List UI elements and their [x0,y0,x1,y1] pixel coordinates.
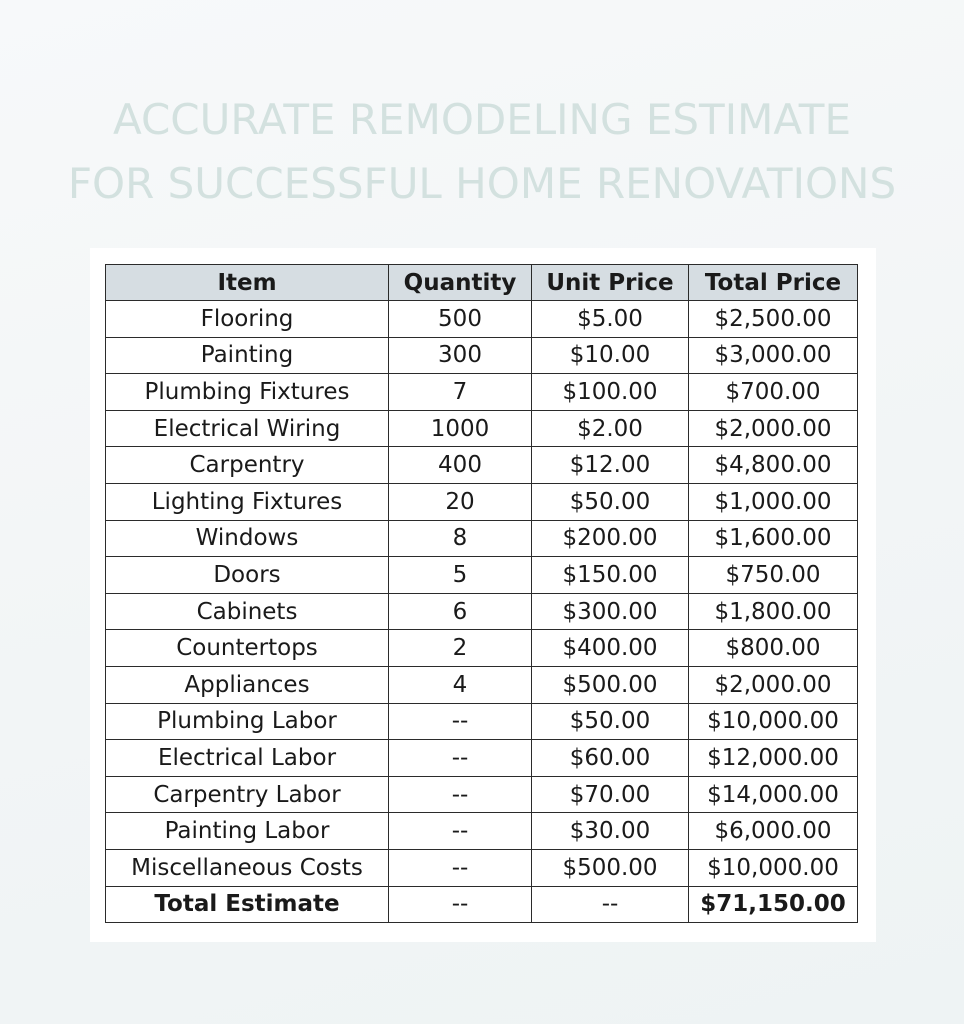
cell-item: Plumbing Labor [106,703,389,740]
table-row [106,666,858,703]
cell-quantity: -- [389,740,532,777]
table-row [106,849,858,886]
header-unit-price: Unit Price [532,265,689,301]
cell-unit-price: $12.00 [532,447,689,484]
cell-quantity: 6 [389,593,532,630]
cell-total-price: $800.00 [689,630,858,667]
cell-total-price: $1,800.00 [689,593,858,630]
table-row [106,557,858,594]
table-row [106,630,858,667]
cell-unit-price: $300.00 [532,593,689,630]
cell-item: Carpentry [106,447,389,484]
cell-total-price: $2,000.00 [689,410,858,447]
cell-item: Painting [106,337,389,374]
cell-item: Windows [106,520,389,557]
header-total-price: Total Price [689,265,858,301]
cell-unit-price: $50.00 [532,483,689,520]
cell-item: Flooring [106,301,389,338]
cell-unit-price: $100.00 [532,374,689,411]
cell-total-price: $6,000.00 [689,813,858,850]
title-line-2: FOR SUCCESSFUL HOME RENOVATIONS [67,159,897,208]
cell-quantity: 500 [389,301,532,338]
cell-unit-price: $2.00 [532,410,689,447]
total-unit-price: -- [532,886,689,923]
cell-item: Appliances [106,666,389,703]
cell-unit-price: $5.00 [532,301,689,338]
cell-total-price: $10,000.00 [689,703,858,740]
cell-quantity: 300 [389,337,532,374]
cell-unit-price: $200.00 [532,520,689,557]
page-title [0,88,964,216]
cell-item: Cabinets [106,593,389,630]
cell-unit-price: $500.00 [532,666,689,703]
header-quantity: Quantity [389,265,532,301]
cell-total-price: $750.00 [689,557,858,594]
cell-quantity: -- [389,703,532,740]
cell-quantity: 4 [389,666,532,703]
estimate-card [90,248,876,942]
table-row [106,301,858,338]
table-row [106,410,858,447]
cell-quantity: 5 [389,557,532,594]
cell-quantity: 1000 [389,410,532,447]
total-amount: $71,150.00 [689,886,858,923]
cell-unit-price: $150.00 [532,557,689,594]
cell-total-price: $2,500.00 [689,301,858,338]
cell-unit-price: $500.00 [532,849,689,886]
cell-total-price: $12,000.00 [689,740,858,777]
cell-item: Electrical Labor [106,740,389,777]
table-row [106,776,858,813]
cell-quantity: 8 [389,520,532,557]
cell-total-price: $3,000.00 [689,337,858,374]
estimate-table [105,264,858,923]
cell-total-price: $700.00 [689,374,858,411]
cell-item: Plumbing Fixtures [106,374,389,411]
title-line-1: ACCURATE REMODELING ESTIMATE [112,95,851,144]
cell-unit-price: $30.00 [532,813,689,850]
cell-quantity: 400 [389,447,532,484]
table-row [106,337,858,374]
cell-quantity: 7 [389,374,532,411]
total-label: Total Estimate [106,886,389,923]
cell-item: Painting Labor [106,813,389,850]
cell-quantity: 2 [389,630,532,667]
cell-item: Countertops [106,630,389,667]
cell-unit-price: $400.00 [532,630,689,667]
table-row [106,593,858,630]
cell-quantity: -- [389,849,532,886]
cell-quantity: -- [389,813,532,850]
table-body [106,301,858,923]
cell-unit-price: $10.00 [532,337,689,374]
cell-unit-price: $50.00 [532,703,689,740]
cell-total-price: $14,000.00 [689,776,858,813]
table-row [106,374,858,411]
cell-quantity: -- [389,776,532,813]
cell-total-price: $4,800.00 [689,447,858,484]
header-row [106,265,858,301]
cell-total-price: $1,600.00 [689,520,858,557]
cell-quantity: 20 [389,483,532,520]
cell-unit-price: $60.00 [532,740,689,777]
cell-item: Carpentry Labor [106,776,389,813]
cell-item: Doors [106,557,389,594]
cell-item: Electrical Wiring [106,410,389,447]
table-row [106,447,858,484]
cell-unit-price: $70.00 [532,776,689,813]
table-row [106,483,858,520]
cell-total-price: $10,000.00 [689,849,858,886]
cell-item: Miscellaneous Costs [106,849,389,886]
cell-total-price: $1,000.00 [689,483,858,520]
header-item: Item [106,265,389,301]
total-row [106,886,858,923]
table-row [106,813,858,850]
total-quantity: -- [389,886,532,923]
cell-item: Lighting Fixtures [106,483,389,520]
cell-total-price: $2,000.00 [689,666,858,703]
table-row [106,740,858,777]
table-row [106,703,858,740]
table-row [106,520,858,557]
